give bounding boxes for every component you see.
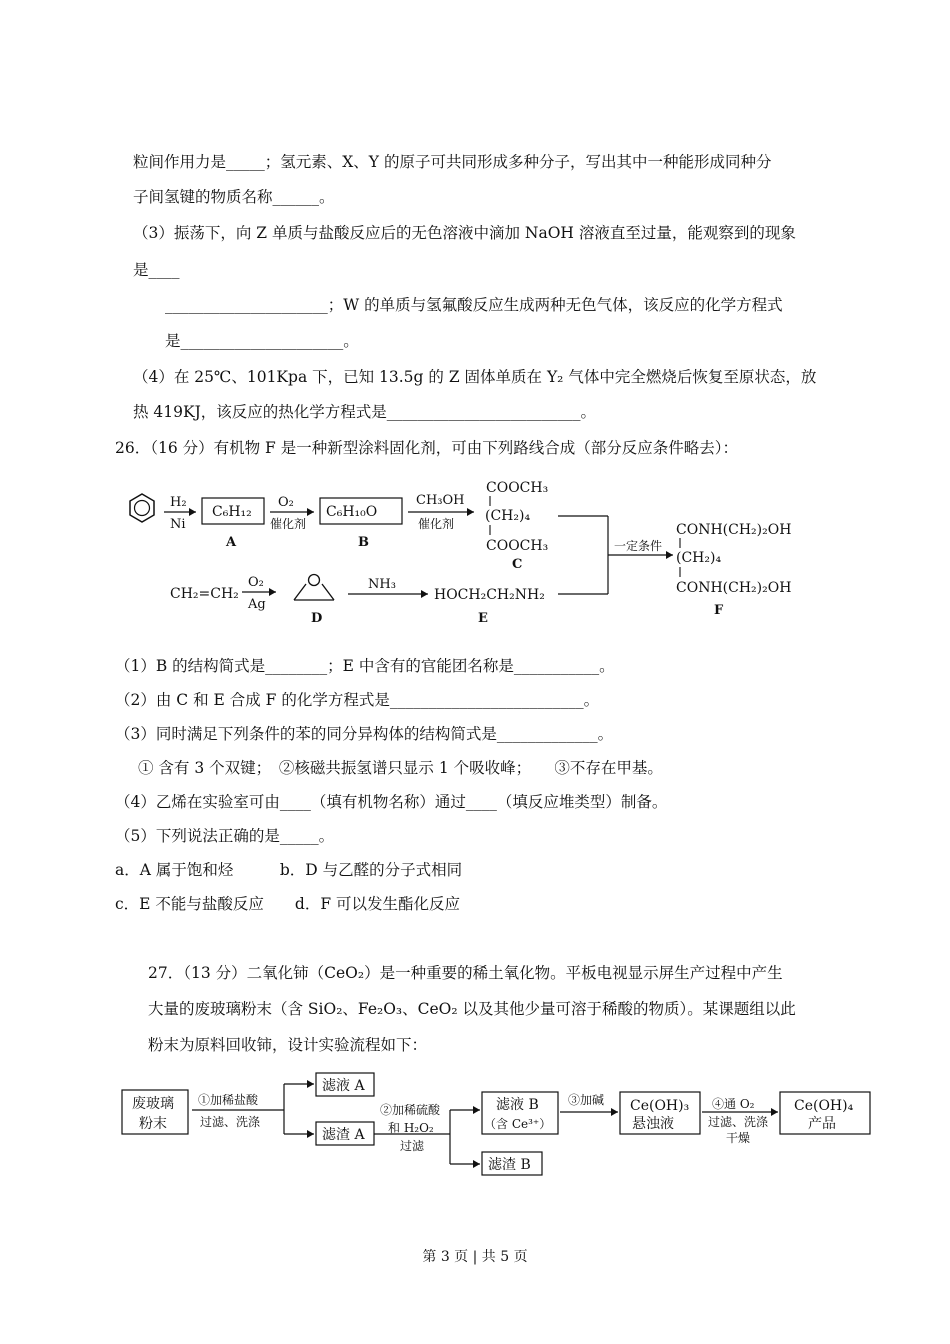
filtrate-b-label: 滤液 B (496, 1097, 539, 1113)
question-26-3: （3）同时满足下列条件的苯的同分异构体的结构简式是_____________。 (115, 725, 614, 743)
text-line: （4）在 25℃、101Kpa 下，已知 13.5g 的 Z 固体单质在 Y₂ 气体中完全燃烧后恢复至原状态，放 (133, 368, 817, 386)
reagent-h2: H₂ (170, 495, 187, 510)
question-27-heading: 27．（13 分）二氧化铈（CeO₂）是一种重要的稀土氧化物。平板电视显示屏生产过程中产生 (148, 964, 783, 982)
reagent-catalyst-1: 催化剂 (270, 517, 307, 531)
compound-c-top: COOCH₃ (486, 480, 549, 496)
compound-e-formula: HOCH₂CH₂NH₂ (434, 587, 545, 603)
label-a: A (226, 535, 237, 550)
ce-oh3-sublabel: 悬浊液 (632, 1116, 674, 1132)
start-label-2: 粉末 (139, 1116, 167, 1132)
text-line: 粒间作用力是_____；氢元素、X、Y 的原子可共同形成多种分子，写出其中一种能形成同种分 (133, 153, 772, 171)
text-line: 热 419KJ，该反应的热化学方程式是_________________________。 (133, 403, 597, 421)
question-26-4: （4）乙烯在实验室可由____（填有机物名称）通过____（填反应堆类型）制备。 (115, 793, 668, 811)
text-line: 是____ (133, 261, 180, 279)
step-2-sublabel-2: 过滤 (400, 1139, 425, 1153)
benzene-icon (130, 494, 154, 522)
compound-f-top: CONH(CH₂)₂OH (676, 522, 792, 538)
option-line-cd: c．E 不能与盐酸反应 d．F 可以发生酯化反应 (115, 895, 461, 913)
product-label: Ce(OH)₄ (794, 1098, 854, 1114)
question-26-2: （2）由 C 和 E 合成 F 的化学方程式是_________________________。 (115, 691, 600, 709)
residue-a-label: 滤渣 A (322, 1127, 365, 1143)
start-label-1: 废玻璃 (132, 1096, 174, 1112)
ce-oh3-label: Ce(OH)₃ (630, 1098, 690, 1114)
residue-b-label: 滤渣 B (488, 1157, 531, 1173)
reagent-ni: Ni (170, 517, 186, 532)
page-footer: 第 3 页 | 共 5 页 (422, 1249, 528, 1265)
text-line: 粉末为原料回收铈，设计实验流程如下： (148, 1036, 428, 1054)
process-flow-27 (118, 1070, 878, 1180)
step-2-label: ②加稀硫酸 (380, 1103, 441, 1117)
question-26-3-conditions: ① 含有 3 个双键； ②核磁共振氢谱只显示 1 个吸收峰； ③不存在甲基。 (138, 759, 663, 777)
text-line: 大量的废玻璃粉末（含 SiO₂、Fe₂O₃、CeO₂ 以及其他少量可溶于稀酸的物质）。某课题组以此 (148, 1000, 796, 1018)
label-c: C (512, 557, 523, 572)
step-2-sublabel: 和 H₂O₂ (388, 1121, 434, 1135)
text-line: _____________________；W 的单质与氢氟酸反应生成两种无色气体，该反应的化学方程式 (165, 296, 783, 314)
question-26-1: （1）B 的结构简式是________；E 中含有的官能团名称是___________。 (115, 657, 615, 675)
product-sublabel: 产品 (808, 1116, 836, 1132)
option-line-ab: a．A 属于饱和烃 b．D 与乙醛的分子式相同 (115, 861, 463, 879)
filtrate-a-label: 滤液 A (322, 1078, 365, 1094)
step-4-sublabel: 过滤、洗涤 (708, 1115, 769, 1129)
question-26-5: （5）下列说法正确的是_____。 (115, 827, 335, 845)
step-3-label: ③加碱 (568, 1093, 605, 1107)
reagent-nh3: NH₃ (368, 577, 396, 592)
step-1-sublabel: 过滤、洗涤 (200, 1115, 261, 1129)
compound-c-bottom: COOCH₃ (486, 538, 549, 554)
label-e: E (478, 611, 488, 626)
step-1-label: ①加稀盐酸 (198, 1093, 259, 1107)
text-line: （3）振荡下，向 Z 单质与盐酸反应后的无色溶液中滴加 NaOH 溶液直至过量，能观察到的现象 (133, 224, 796, 242)
compound-f-mid: (CH₂)₄ (676, 550, 722, 566)
text-line: 子间氢键的物质名称______。 (133, 188, 335, 206)
filtrate-b-sublabel: （含 Ce³⁺） (484, 1117, 552, 1131)
compound-f-bottom: CONH(CH₂)₂OH (676, 580, 792, 596)
compound-ethylene: CH₂=CH₂ (170, 586, 239, 602)
compound-a-formula: C₆H₁₂ (212, 504, 252, 520)
reagent-catalyst-2: 催化剂 (418, 517, 455, 531)
reaction-condition: 一定条件 (614, 539, 663, 553)
question-26-heading: 26．（16 分）有机物 F 是一种新型涂料固化剂，可由下列路线合成（部分反应条件略去）： (115, 439, 738, 457)
compound-b-formula: C₆H₁₀O (326, 504, 378, 520)
text-line: 是_____________________。 (165, 332, 359, 350)
synthesis-scheme-26 (128, 470, 828, 630)
label-b: B (358, 535, 369, 550)
reagent-ag: Ag (248, 597, 266, 612)
step-4-sublabel-2: 干燥 (726, 1131, 751, 1145)
step-4-label: ④通 O₂ (712, 1097, 755, 1111)
epoxide-icon (294, 575, 334, 601)
label-d: D (311, 611, 323, 626)
label-f: F (714, 603, 724, 618)
reagent-o2: O₂ (278, 495, 294, 510)
reagent-methanol: CH₃OH (416, 493, 465, 508)
compound-c-mid: (CH₂)₄ (485, 508, 531, 524)
reagent-o2-b: O₂ (248, 575, 264, 590)
